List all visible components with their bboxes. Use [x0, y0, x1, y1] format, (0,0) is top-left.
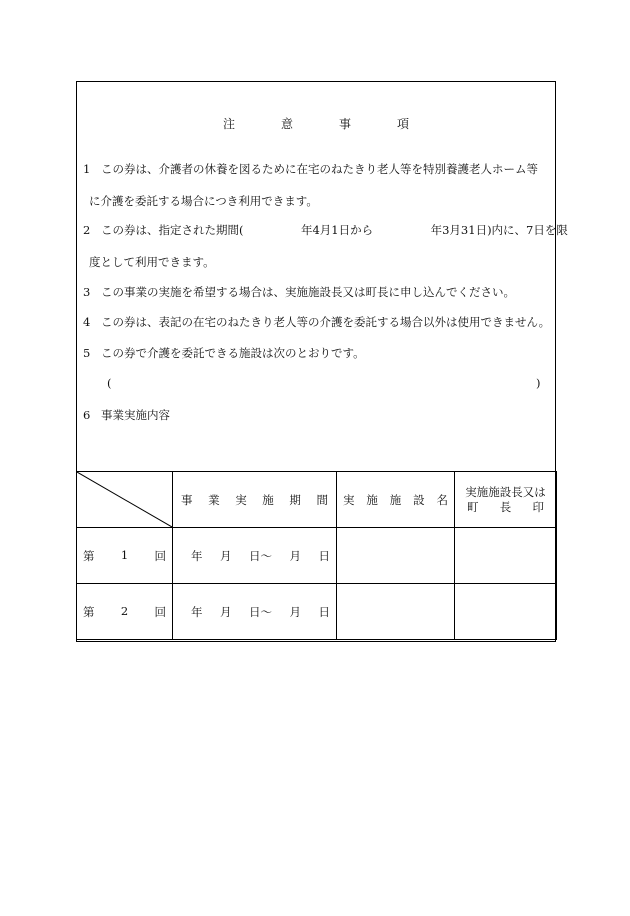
note-item-2-cont: 度として利用できます。: [89, 255, 215, 269]
table-row: [77, 584, 557, 640]
diagonal-header-cell: [77, 472, 173, 528]
note-item-6: 6 事業実施内容: [83, 408, 170, 422]
title-char: 注: [222, 117, 235, 131]
header-period: 事 業 実 施 期 間: [173, 472, 337, 528]
title-char: 事: [338, 117, 351, 131]
diagonal-line: [77, 472, 172, 527]
notes-section: [77, 82, 568, 472]
header-facility-name: 実 施 施 設 名: [337, 472, 455, 528]
notes-title: [77, 115, 555, 132]
facility-name-field[interactable]: [337, 584, 455, 640]
stamp-field[interactable]: [455, 584, 557, 640]
note-item-1: 1 この券は、介護者の休養を図るために在宅のねたきり老人等を特別養護老人ホーム等: [83, 162, 538, 176]
facility-name-field[interactable]: [337, 528, 455, 584]
header-stamp: 実施施設長又は 町 長 印: [455, 472, 557, 528]
date-range-field[interactable]: 年 月 日〜 月 日: [173, 584, 337, 640]
notes-form-frame: [76, 81, 568, 642]
note-item-4: 4 この券は、表記の在宅のねたきり老人等の介護を委託する場合以外は使用できません。: [83, 315, 551, 329]
note-item-2: 2 この券は、指定された期間( 年4月1日から 年3月31日)内に、7日を限: [83, 223, 568, 237]
facility-paren-close: ): [536, 376, 541, 390]
table-header-row: [77, 472, 557, 528]
note-item-1-cont: に介護を委託する場合につき利用できます。: [89, 194, 318, 208]
stamp-field[interactable]: [455, 528, 557, 584]
facility-paren-open: (: [107, 376, 112, 390]
note-item-5: 5 この券で介護を委託できる施設は次のとおりです。: [83, 346, 365, 360]
row-label: 第 1 回: [77, 528, 173, 584]
schedule-table: [76, 471, 557, 640]
table-row: [77, 528, 557, 584]
title-char: 意: [280, 117, 293, 131]
row-label: 第 2 回: [77, 584, 173, 640]
title-char: 項: [396, 117, 409, 131]
note-item-3: 3 この事業の実施を希望する場合は、実施施設長又は町長に申し込んでください。: [83, 285, 515, 299]
date-range-field[interactable]: 年 月 日〜 月 日: [173, 528, 337, 584]
